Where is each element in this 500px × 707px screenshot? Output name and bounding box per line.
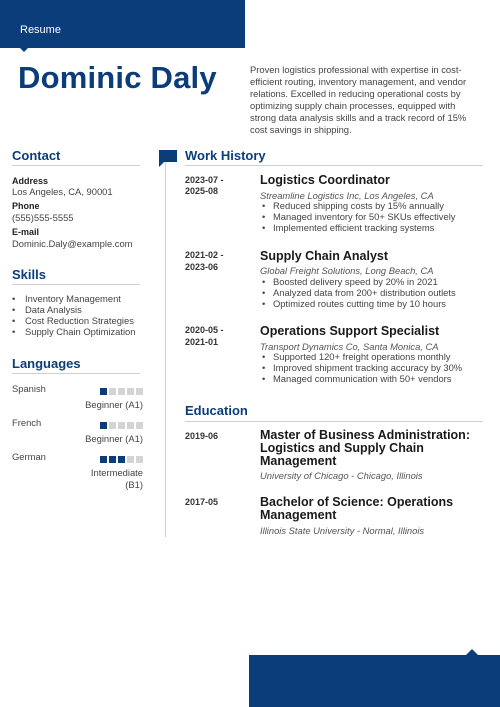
rating-square-filled: [100, 456, 107, 463]
rating-square-empty: [118, 388, 125, 395]
education-date: 2017-05: [185, 497, 219, 507]
job-date-start: 2020-05 -: [185, 325, 224, 335]
rating-square-empty: [127, 422, 134, 429]
job-bullets: [260, 351, 490, 384]
list-item: • Analyzed data from 200+ distribution outlets: [260, 287, 490, 298]
education-heading: Education: [185, 403, 248, 418]
list-item: • Managed inventory for 50+ SKUs effectively: [260, 211, 490, 222]
resume-label: Resume: [20, 24, 61, 36]
language-rating-french: [100, 422, 143, 429]
school-name: University of Chicago - Chicago, Illinois: [260, 470, 423, 481]
language-name: French: [12, 417, 42, 428]
job-company: Global Freight Solutions, Long Beach, CA: [260, 265, 434, 276]
skill-item: • Data Analysis: [12, 304, 162, 315]
language-level: (B1): [125, 479, 143, 490]
language-name: Spanish: [12, 383, 46, 394]
candidate-name: Dominic Daly: [18, 60, 217, 95]
skills-list: [12, 293, 162, 337]
job-date-end: 2023-06: [185, 262, 219, 272]
email-value: Dominic.Daly@example.com: [12, 238, 133, 249]
job-date-start: 2023-07 -: [185, 175, 224, 185]
degree-title-line: Master of Business Administration:: [260, 428, 470, 442]
phone-label: Phone: [12, 201, 40, 211]
languages-rule: [12, 373, 140, 374]
rating-square-empty: [136, 456, 143, 463]
skill-item: • Inventory Management: [12, 293, 162, 304]
list-item: • Improved shipment tracking accuracy by 30%: [260, 362, 490, 373]
job-company: Streamline Logistics Inc, Los Angeles, CA: [260, 190, 434, 201]
rating-square-empty: [109, 388, 116, 395]
list-item: • Boosted delivery speed by 20% in 2021: [260, 276, 490, 287]
school-name: Illinois State University - Normal, Illinois: [260, 525, 425, 536]
degree-title-line: Logistics and Supply Chain: [260, 441, 424, 455]
education-rule: [185, 421, 483, 422]
degree-title-line: Bachelor of Science: Operations: [260, 495, 454, 509]
rating-square-empty: [136, 388, 143, 395]
language-level: Beginner (A1): [85, 433, 143, 444]
education-date: 2019-06: [185, 431, 219, 441]
contact-rule: [12, 165, 140, 166]
header-bar-notch: [18, 46, 30, 52]
language-rating-german: [100, 456, 143, 463]
list-item: • Optimized routes cutting time by 10 hours: [260, 298, 490, 309]
professional-summary: Proven logistics professional with expertise in cost-efficient routing, inventory management, and vendor relations. Excelled in reducing operational costs by optimizing supply chain processes, equipped with strong data analysis skills and a track record of 15% cost savings in shipping.: [250, 64, 467, 135]
rating-square-empty: [109, 422, 116, 429]
job-date-start: 2021-02 -: [185, 250, 224, 260]
address-value: Los Angeles, CA, 90001: [12, 186, 113, 197]
rating-square-empty: [127, 456, 134, 463]
list-item: • Supported 120+ freight operations monthly: [260, 351, 490, 362]
email-label: E-mail: [12, 227, 40, 237]
job-date-end: 2025-08: [185, 186, 219, 196]
skill-item: • Supply Chain Optimization: [12, 326, 162, 337]
footer-block: [249, 655, 500, 707]
skills-rule: [12, 284, 140, 285]
skills-heading: Skills: [12, 267, 46, 282]
language-level: Intermediate: [90, 467, 143, 478]
job-title: Operations Support Specialist: [260, 324, 440, 338]
language-rating-spanish: [100, 388, 143, 395]
address-label: Address: [12, 176, 49, 186]
language-name: German: [12, 451, 46, 462]
job-bullets: [260, 200, 490, 233]
rating-square-filled: [100, 422, 107, 429]
work-history-heading: Work History: [185, 148, 266, 163]
rating-square-filled: [100, 388, 107, 395]
job-bullets: [260, 276, 490, 309]
rating-square-empty: [127, 388, 134, 395]
list-item: • Reduced shipping costs by 15% annually: [260, 200, 490, 211]
column-divider: [165, 153, 166, 537]
job-title: Logistics Coordinator: [260, 173, 390, 187]
rating-square-empty: [136, 422, 143, 429]
rating-square-filled: [118, 456, 125, 463]
degree-title-line: Management: [260, 454, 337, 468]
job-company: Transport Dynamics Co, Santa Monica, CA: [260, 341, 439, 352]
job-date-end: 2021-01: [185, 337, 219, 347]
list-item: • Implemented efficient tracking systems: [260, 222, 490, 233]
degree-title-line: Management: [260, 508, 337, 522]
rating-square-filled: [109, 456, 116, 463]
languages-heading: Languages: [12, 356, 81, 371]
rating-square-empty: [118, 422, 125, 429]
phone-value: (555)555-5555: [12, 212, 74, 223]
work-history-rule: [185, 165, 483, 166]
skill-item: • Cost Reduction Strategies: [12, 315, 162, 326]
contact-heading: Contact: [12, 148, 61, 163]
list-item: • Managed communication with 50+ vendors: [260, 373, 490, 384]
language-level: Beginner (A1): [85, 399, 143, 410]
section-flag-icon: [159, 150, 177, 167]
job-title: Supply Chain Analyst: [260, 249, 389, 263]
